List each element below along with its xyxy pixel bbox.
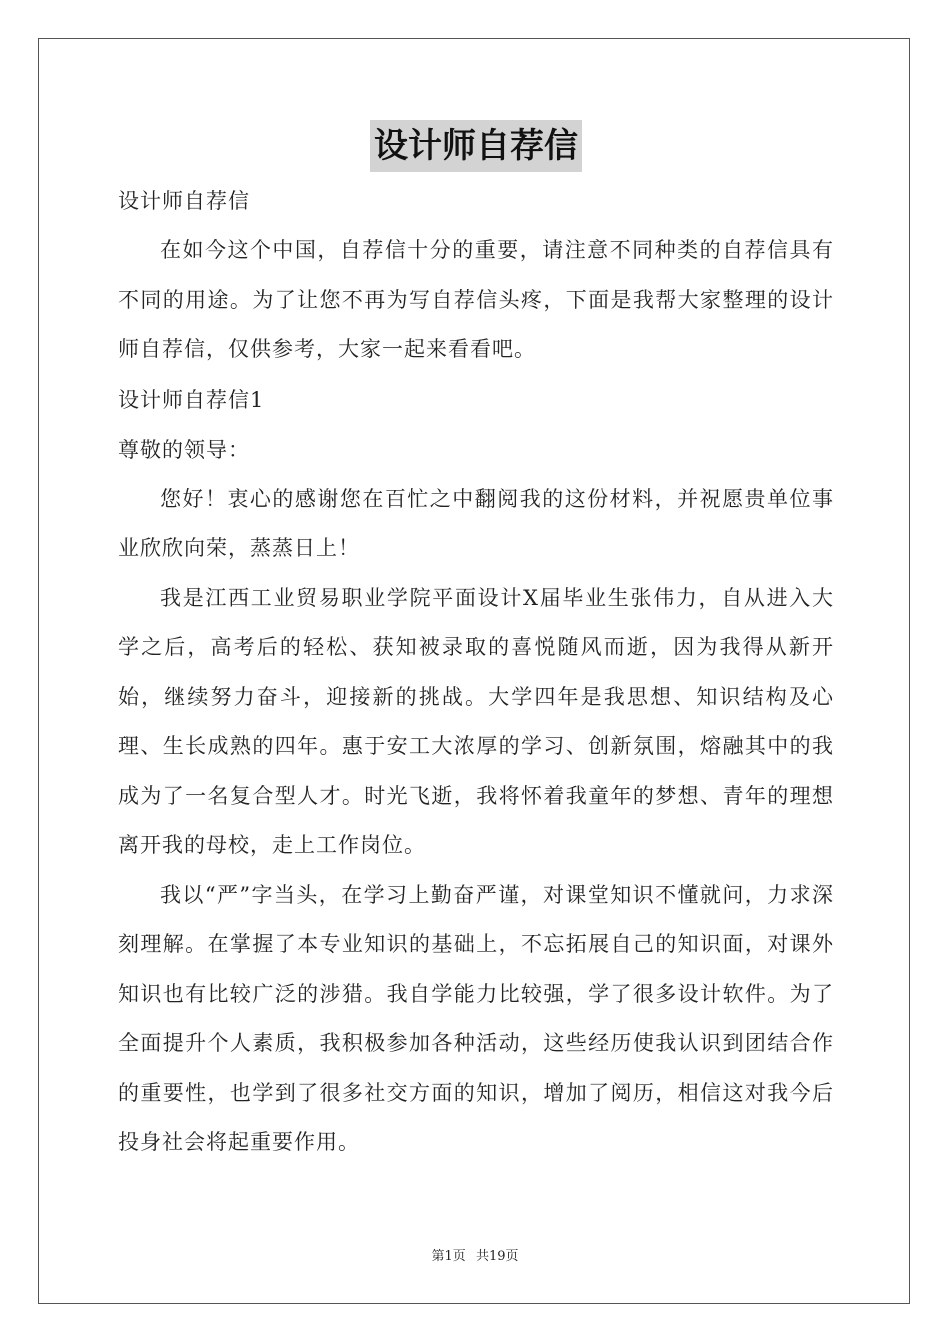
page-footer <box>0 1245 950 1264</box>
body-paragraph-1: 您好！衷心的感谢您在百忙之中翻阅我的这份材料，并祝愿贵单位事业欣欣向荣，蒸蒸日上！ <box>118 486 834 560</box>
section-heading: 设计师自荐信1 <box>118 387 265 412</box>
body-paragraph-2: 我是江西工业贸易职业学院平面设计X届毕业生张伟力，自从进入大学之后，高考后的轻松、获知被录取的喜悦随风而逝，因为我得从新开始，继续努力奋斗，迎接新的挑战。大学四年是我思想、知识结构及心理、生长成熟的四年。惠于安工大浓厚的学习、创新氛围，熔融其中的我成为了一名复合型人才。时光飞逝，我将怀着我童年的梦想、青年的理想离开我的母校，走上工作岗位。 <box>118 585 834 857</box>
document-title: 设计师自荐信 <box>370 120 582 172</box>
document-subtitle: 设计师自荐信 <box>118 189 250 213</box>
intro-paragraph: 在如今这个中国，自荐信十分的重要，请注意不同种类的自荐信具有不同的用途。为了让您不再为写自荐信头疼，下面是我帮大家整理的设计师自荐信，仅供参考，大家一起来看看吧。 <box>118 238 834 361</box>
title-wrap <box>118 120 834 172</box>
salutation: 尊敬的领导： <box>118 437 250 462</box>
page-number: 第1页 <box>431 1249 466 1264</box>
body-paragraph-3: 我以“严”字当头，在学习上勤奋严谨，对课堂知识不懂就问，力求深刻理解。在掌握了本专业知识的基础上，不忘拓展自己的知识面，对课外知识也有比较广泛的涉猎。我自学能力比较强，学了很多设计软件。为了全面提升个人素质，我积极参加各种活动，这些经历使我认识到团结合作的重要性，也学到了很多社交方面的知识，增加了阅历，相信这对我今后投身社会将起重要作用。 <box>118 882 834 1154</box>
page-total: 共19页 <box>475 1249 519 1264</box>
document-body <box>118 120 834 1168</box>
